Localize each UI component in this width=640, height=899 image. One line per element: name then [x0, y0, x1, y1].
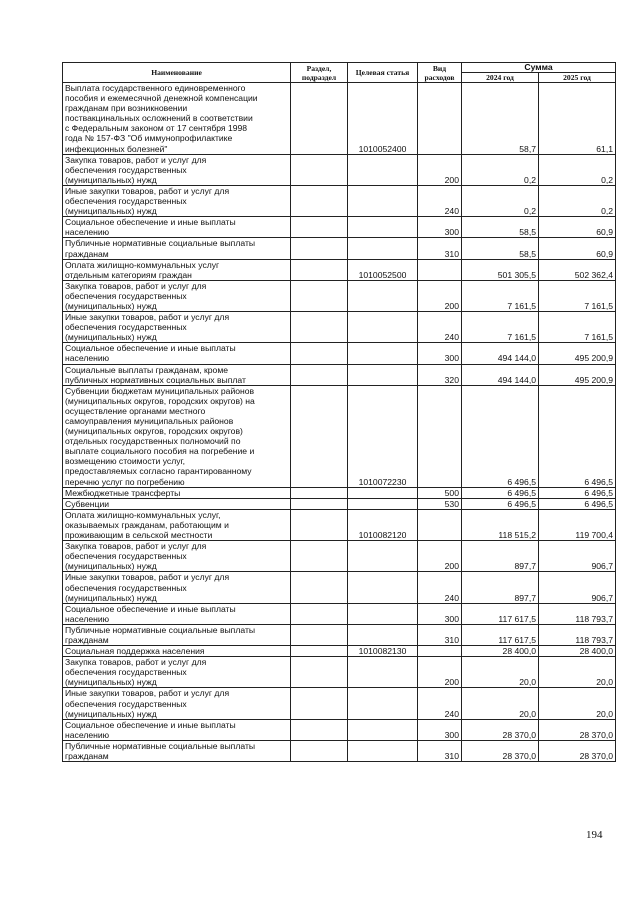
row-article: [348, 688, 418, 719]
row-sum-2024: 58,7: [462, 83, 539, 155]
row-sum-2025: 6 496,5: [539, 498, 616, 509]
row-article: 1010052400: [348, 83, 418, 155]
row-sum-2025: 119 700,4: [539, 509, 616, 540]
row-section: [291, 185, 348, 216]
table-row: [63, 688, 616, 719]
row-name: Публичные нормативные социальные выплаты гражданам: [63, 740, 291, 761]
row-name: Публичные нормативные социальные выплаты гражданам: [63, 238, 291, 259]
table-row: [63, 364, 616, 385]
row-name: Социальные выплаты гражданам, кроме публичных нормативных социальных выплат: [63, 364, 291, 385]
row-section: [291, 83, 348, 155]
row-kind: 300: [418, 719, 462, 740]
row-sum-2025: 906,7: [539, 541, 616, 572]
row-section: [291, 572, 348, 603]
row-section: [291, 154, 348, 185]
row-article: [348, 280, 418, 311]
row-article: [348, 154, 418, 185]
table-row: [63, 498, 616, 509]
row-name: Социальное обеспечение и иные выплаты населению: [63, 719, 291, 740]
row-section: [291, 646, 348, 657]
row-sum-2024: 117 617,5: [462, 603, 539, 624]
row-sum-2025: 28 400,0: [539, 646, 616, 657]
row-sum-2024: 58,5: [462, 217, 539, 238]
budget-table: [62, 62, 616, 762]
row-sum-2024: 7 161,5: [462, 312, 539, 343]
row-article: [348, 719, 418, 740]
row-name: Иные закупки товаров, работ и услуг для обеспечения государственных (муниципальных) нужд: [63, 312, 291, 343]
row-sum-2024: 58,5: [462, 238, 539, 259]
row-name: Закупка товаров, работ и услуг для обеспечения государственных (муниципальных) нужд: [63, 541, 291, 572]
table-row: [63, 280, 616, 311]
table-row: [63, 83, 616, 155]
table-row: [63, 603, 616, 624]
row-sum-2025: 20,0: [539, 688, 616, 719]
row-article: 1010072230: [348, 385, 418, 487]
row-sum-2025: 60,9: [539, 217, 616, 238]
header-year-2024: 2024 год: [462, 73, 539, 83]
row-sum-2024: 0,2: [462, 185, 539, 216]
row-section: [291, 624, 348, 645]
row-article: 1010082130: [348, 646, 418, 657]
table-row: [63, 343, 616, 364]
row-sum-2024: 494 144,0: [462, 343, 539, 364]
row-kind: [418, 83, 462, 155]
row-section: [291, 343, 348, 364]
table-row: [63, 217, 616, 238]
row-sum-2025: 118 793,7: [539, 603, 616, 624]
row-kind: 200: [418, 280, 462, 311]
row-sum-2024: 118 515,2: [462, 509, 539, 540]
row-sum-2025: 6 496,5: [539, 385, 616, 487]
row-article: [348, 740, 418, 761]
table-row: [63, 238, 616, 259]
row-sum-2025: 6 496,5: [539, 487, 616, 498]
row-article: [348, 541, 418, 572]
row-kind: [418, 646, 462, 657]
row-sum-2025: 60,9: [539, 238, 616, 259]
row-kind: 320: [418, 364, 462, 385]
row-sum-2025: 502 362,4: [539, 259, 616, 280]
row-sum-2025: 0,2: [539, 185, 616, 216]
row-kind: [418, 259, 462, 280]
row-article: [348, 657, 418, 688]
header-year-2025: 2025 год: [539, 73, 616, 83]
table-row: [63, 572, 616, 603]
row-section: [291, 603, 348, 624]
row-section: [291, 509, 348, 540]
row-article: [348, 624, 418, 645]
row-kind: 240: [418, 688, 462, 719]
row-sum-2024: 6 496,5: [462, 487, 539, 498]
row-kind: 300: [418, 217, 462, 238]
row-sum-2025: 0,2: [539, 154, 616, 185]
row-kind: 310: [418, 238, 462, 259]
row-sum-2024: 6 496,5: [462, 498, 539, 509]
row-sum-2025: 118 793,7: [539, 624, 616, 645]
table-row: [63, 646, 616, 657]
row-article: 1010052500: [348, 259, 418, 280]
row-kind: 310: [418, 740, 462, 761]
row-sum-2024: 0,2: [462, 154, 539, 185]
table-row: [63, 657, 616, 688]
row-name: Иные закупки товаров, работ и услуг для обеспечения государственных (муниципальных) нужд: [63, 572, 291, 603]
header-row-1: [63, 63, 616, 73]
row-section: [291, 385, 348, 487]
table-body: [63, 83, 616, 762]
row-section: [291, 238, 348, 259]
table-row: [63, 719, 616, 740]
row-name: Субвенции: [63, 498, 291, 509]
row-article: [348, 312, 418, 343]
header-name: Наименование: [63, 63, 291, 83]
row-name: Публичные нормативные социальные выплаты гражданам: [63, 624, 291, 645]
header-sum: Сумма: [462, 63, 616, 73]
row-sum-2024: 28 370,0: [462, 719, 539, 740]
row-sum-2025: 28 370,0: [539, 740, 616, 761]
row-section: [291, 498, 348, 509]
row-article: [348, 572, 418, 603]
row-name: Иные закупки товаров, работ и услуг для обеспечения государственных (муниципальных) нужд: [63, 688, 291, 719]
table-row: [63, 312, 616, 343]
row-sum-2024: 28 370,0: [462, 740, 539, 761]
row-sum-2025: 61,1: [539, 83, 616, 155]
row-sum-2025: 7 161,5: [539, 312, 616, 343]
row-sum-2024: 494 144,0: [462, 364, 539, 385]
row-section: [291, 259, 348, 280]
row-name: Социальное обеспечение и иные выплаты населению: [63, 343, 291, 364]
row-name: Иные закупки товаров, работ и услуг для обеспечения государственных (муниципальных) нужд: [63, 185, 291, 216]
table-row: [63, 259, 616, 280]
row-sum-2025: 7 161,5: [539, 280, 616, 311]
row-article: [348, 185, 418, 216]
row-article: [348, 238, 418, 259]
row-article: [348, 217, 418, 238]
row-name: Закупка товаров, работ и услуг для обеспечения государственных (муниципальных) нужд: [63, 280, 291, 311]
row-kind: 300: [418, 603, 462, 624]
row-sum-2024: 20,0: [462, 657, 539, 688]
row-name: Социальное обеспечение и иные выплаты населению: [63, 603, 291, 624]
row-section: [291, 719, 348, 740]
row-name: Выплата государственного единовременного пособия и ежемесячной денежной компенсации гражданам при возникновении поствакцинальных осложнений в соответствии с Федеральным законом от 17 сентября 1998 года № 157-ФЗ "Об иммунопрофилактике инфекционных болезней": [63, 83, 291, 155]
row-sum-2024: 6 496,5: [462, 385, 539, 487]
page-number: 194: [586, 829, 603, 841]
row-sum-2025: 495 200,9: [539, 343, 616, 364]
row-article: [348, 364, 418, 385]
row-name: Межбюджетные трансферты: [63, 487, 291, 498]
row-name: Закупка товаров, работ и услуг для обеспечения государственных (муниципальных) нужд: [63, 657, 291, 688]
row-sum-2024: 501 305,5: [462, 259, 539, 280]
row-section: [291, 217, 348, 238]
row-name: Социальная поддержка населения: [63, 646, 291, 657]
row-sum-2024: 897,7: [462, 572, 539, 603]
row-kind: 200: [418, 154, 462, 185]
row-section: [291, 541, 348, 572]
table-row: [63, 541, 616, 572]
table-row: [63, 509, 616, 540]
row-article: [348, 498, 418, 509]
row-sum-2025: 28 370,0: [539, 719, 616, 740]
row-sum-2024: 7 161,5: [462, 280, 539, 311]
row-article: 1010082120: [348, 509, 418, 540]
row-name: Оплата жилищно-коммунальных услуг, оказываемых гражданам, работающим и проживающим в сельской местности: [63, 509, 291, 540]
row-sum-2025: 906,7: [539, 572, 616, 603]
row-kind: 240: [418, 312, 462, 343]
table-row: [63, 185, 616, 216]
row-kind: 200: [418, 657, 462, 688]
table-row: [63, 154, 616, 185]
row-name: Оплата жилищно-коммунальных услуг отдельным категориям граждан: [63, 259, 291, 280]
row-kind: 530: [418, 498, 462, 509]
row-kind: 310: [418, 624, 462, 645]
row-kind: 300: [418, 343, 462, 364]
row-kind: [418, 385, 462, 487]
row-sum-2024: 897,7: [462, 541, 539, 572]
header-kind: Вид расходов: [418, 63, 462, 83]
row-name: Субвенции бюджетам муниципальных районов (муниципальных округов, городских округов) на осуществление органами местного самоуправления муниципальных районов (муниципальных округов, городских округов) отдельных государственных полномочий по выплате социального пособия на погребение и возмещению стоимости услуг, предоставляемых согласно гарантированному перечню услуг по погребению: [63, 385, 291, 487]
row-article: [348, 343, 418, 364]
table-row: [63, 487, 616, 498]
row-section: [291, 657, 348, 688]
header-section: Раздел, подраздел: [291, 63, 348, 83]
row-section: [291, 688, 348, 719]
table-row: [63, 624, 616, 645]
row-section: [291, 364, 348, 385]
row-section: [291, 487, 348, 498]
row-section: [291, 740, 348, 761]
row-kind: 240: [418, 572, 462, 603]
row-kind: [418, 509, 462, 540]
row-article: [348, 487, 418, 498]
row-kind: 500: [418, 487, 462, 498]
row-kind: 200: [418, 541, 462, 572]
row-name: Закупка товаров, работ и услуг для обеспечения государственных (муниципальных) нужд: [63, 154, 291, 185]
row-kind: 240: [418, 185, 462, 216]
header-article: Целевая статья: [348, 63, 418, 83]
row-section: [291, 312, 348, 343]
row-sum-2024: 117 617,5: [462, 624, 539, 645]
row-sum-2024: 28 400,0: [462, 646, 539, 657]
table-row: [63, 385, 616, 487]
row-sum-2025: 495 200,9: [539, 364, 616, 385]
row-sum-2024: 20,0: [462, 688, 539, 719]
row-article: [348, 603, 418, 624]
table-row: [63, 740, 616, 761]
row-sum-2025: 20,0: [539, 657, 616, 688]
row-section: [291, 280, 348, 311]
row-name: Социальное обеспечение и иные выплаты населению: [63, 217, 291, 238]
